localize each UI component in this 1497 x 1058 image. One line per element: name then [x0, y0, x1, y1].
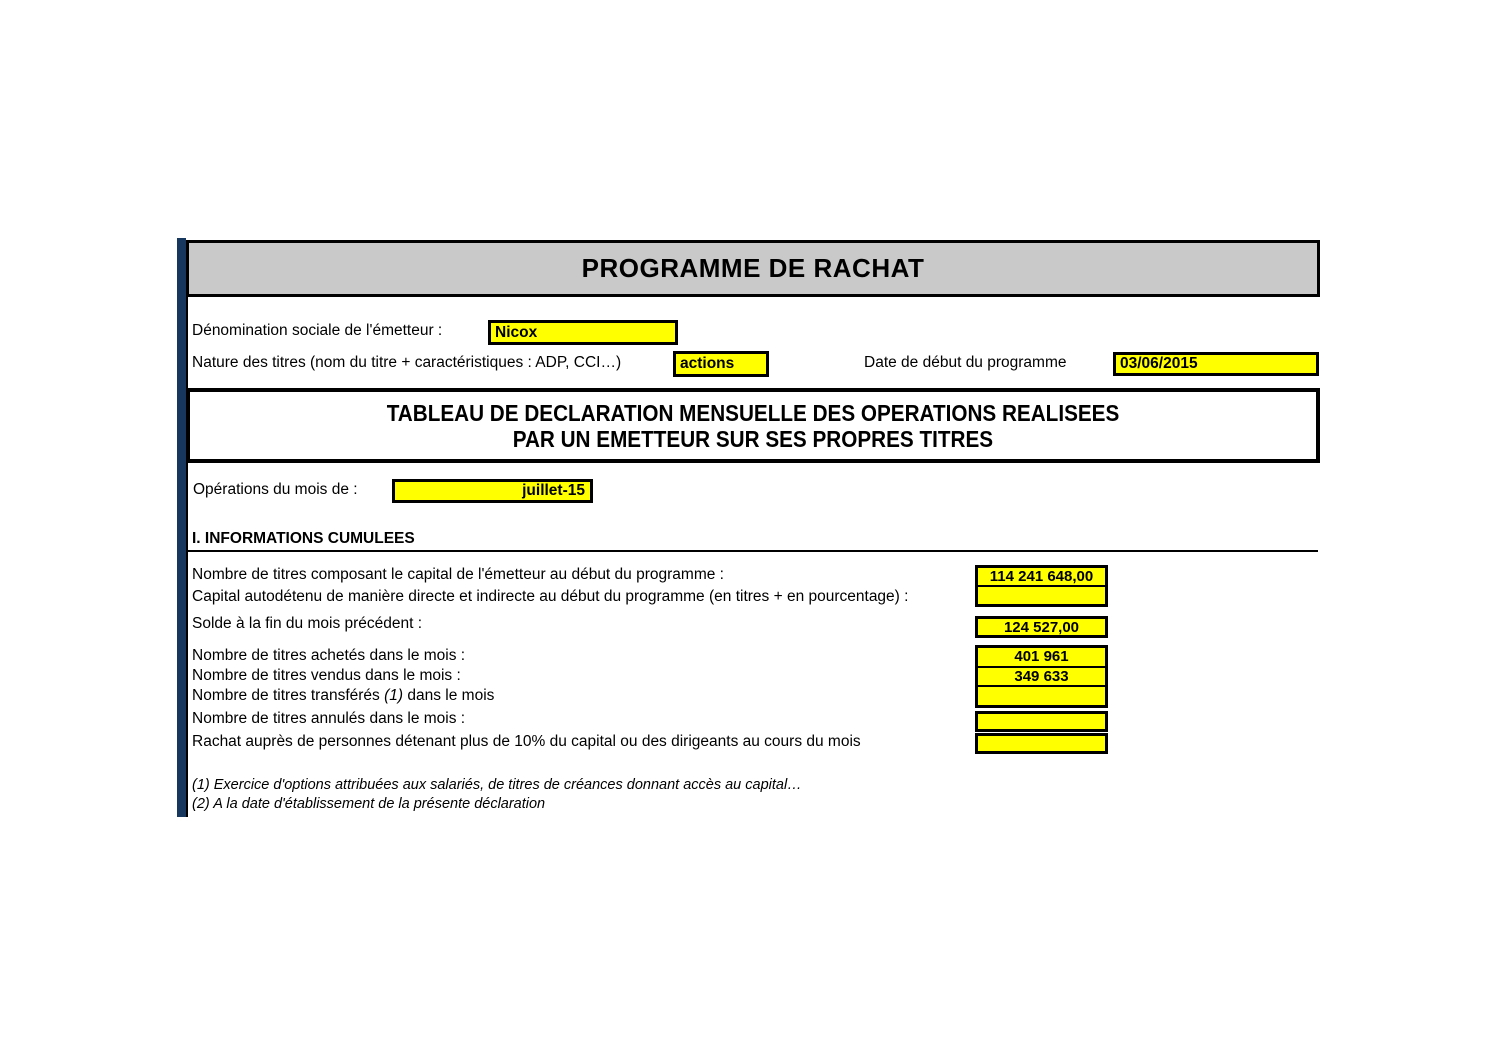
capital-field[interactable]: 114 241 648,00	[989, 568, 1094, 585]
nature-titres-value: actions	[680, 355, 735, 372]
operations-month-field[interactable]	[392, 479, 593, 503]
start-date-field[interactable]	[1113, 352, 1319, 376]
operations-month-label: Opérations du mois de :	[193, 481, 358, 498]
transferes-label-ref: (1)	[384, 687, 404, 704]
transferes-label	[192, 686, 494, 706]
nature-titres-field[interactable]	[673, 351, 769, 377]
capital-autodetenu-field-group	[975, 565, 1108, 607]
section-divider	[186, 550, 1318, 552]
footnote-1: (1) Exercice d'options attribuées aux salariés, de titres de créances donnant accès au capital…	[192, 777, 802, 793]
operations-month-value: juillet-15	[522, 482, 585, 499]
section-heading: I. INFORMATIONS CUMULEES	[192, 530, 415, 547]
mois-mouvements-field-group	[975, 645, 1108, 708]
solde-field[interactable]: 124 527,00	[1003, 619, 1080, 636]
page-title-banner	[186, 240, 1320, 297]
denomination-field[interactable]	[488, 320, 678, 345]
rachat-field[interactable]	[978, 736, 1105, 751]
vendus-field[interactable]: 349 633	[978, 666, 1105, 686]
rachat-field-group	[975, 733, 1108, 754]
transferes-field[interactable]	[978, 685, 1105, 705]
transferes-label-pre: Nombre de titres transférés	[192, 687, 385, 704]
rachat-label: Rachat auprès de personnes détenant plus de 10% du capital ou des dirigeants au cours du mois	[192, 733, 861, 750]
solde-field-group	[975, 616, 1108, 638]
declaration-banner	[186, 388, 1320, 463]
page-title: PROGRAMME DE RACHAT	[581, 253, 925, 283]
transferes-label-post: dans le mois	[403, 687, 495, 704]
solde-label: Solde à la fin du mois précédent :	[192, 615, 423, 632]
annules-field-group	[975, 711, 1108, 732]
annules-field[interactable]	[978, 714, 1105, 729]
achetes-field[interactable]: 401 961	[1014, 648, 1069, 666]
left-accent-bar	[177, 238, 186, 817]
denomination-label: Dénomination sociale de l'émetteur :	[192, 322, 443, 339]
footnote-2: (2) A la date d'établissement de la présente déclaration	[192, 796, 546, 812]
autodetenu-label: Capital autodétenu de manière directe et indirecte au début du programme (en titres + en pourcentage) :	[192, 588, 909, 605]
vendus-label: Nombre de titres vendus dans le mois :	[192, 667, 461, 684]
achetes-label: Nombre de titres achetés dans le mois :	[192, 647, 466, 664]
annules-label: Nombre de titres annulés dans le mois :	[192, 710, 466, 727]
declaration-banner-line2: PAR UN EMETTEUR SUR SES PROPRES TITRES	[512, 425, 994, 452]
start-date-value: 03/06/2015	[1120, 355, 1198, 372]
declaration-banner-line1: TABLEAU DE DECLARATION MENSUELLE DES OPERATIONS REALISEES	[386, 399, 1120, 426]
start-date-label: Date de début du programme	[864, 354, 1067, 371]
denomination-value: Nicox	[495, 323, 538, 341]
autodetenu-field[interactable]	[978, 585, 1105, 604]
capital-label: Nombre de titres composant le capital de l'émetteur au début du programme :	[192, 566, 724, 583]
left-border-line	[186, 240, 188, 817]
nature-titres-label: Nature des titres (nom du titre + caractéristiques : ADP, CCI…)	[192, 354, 622, 371]
